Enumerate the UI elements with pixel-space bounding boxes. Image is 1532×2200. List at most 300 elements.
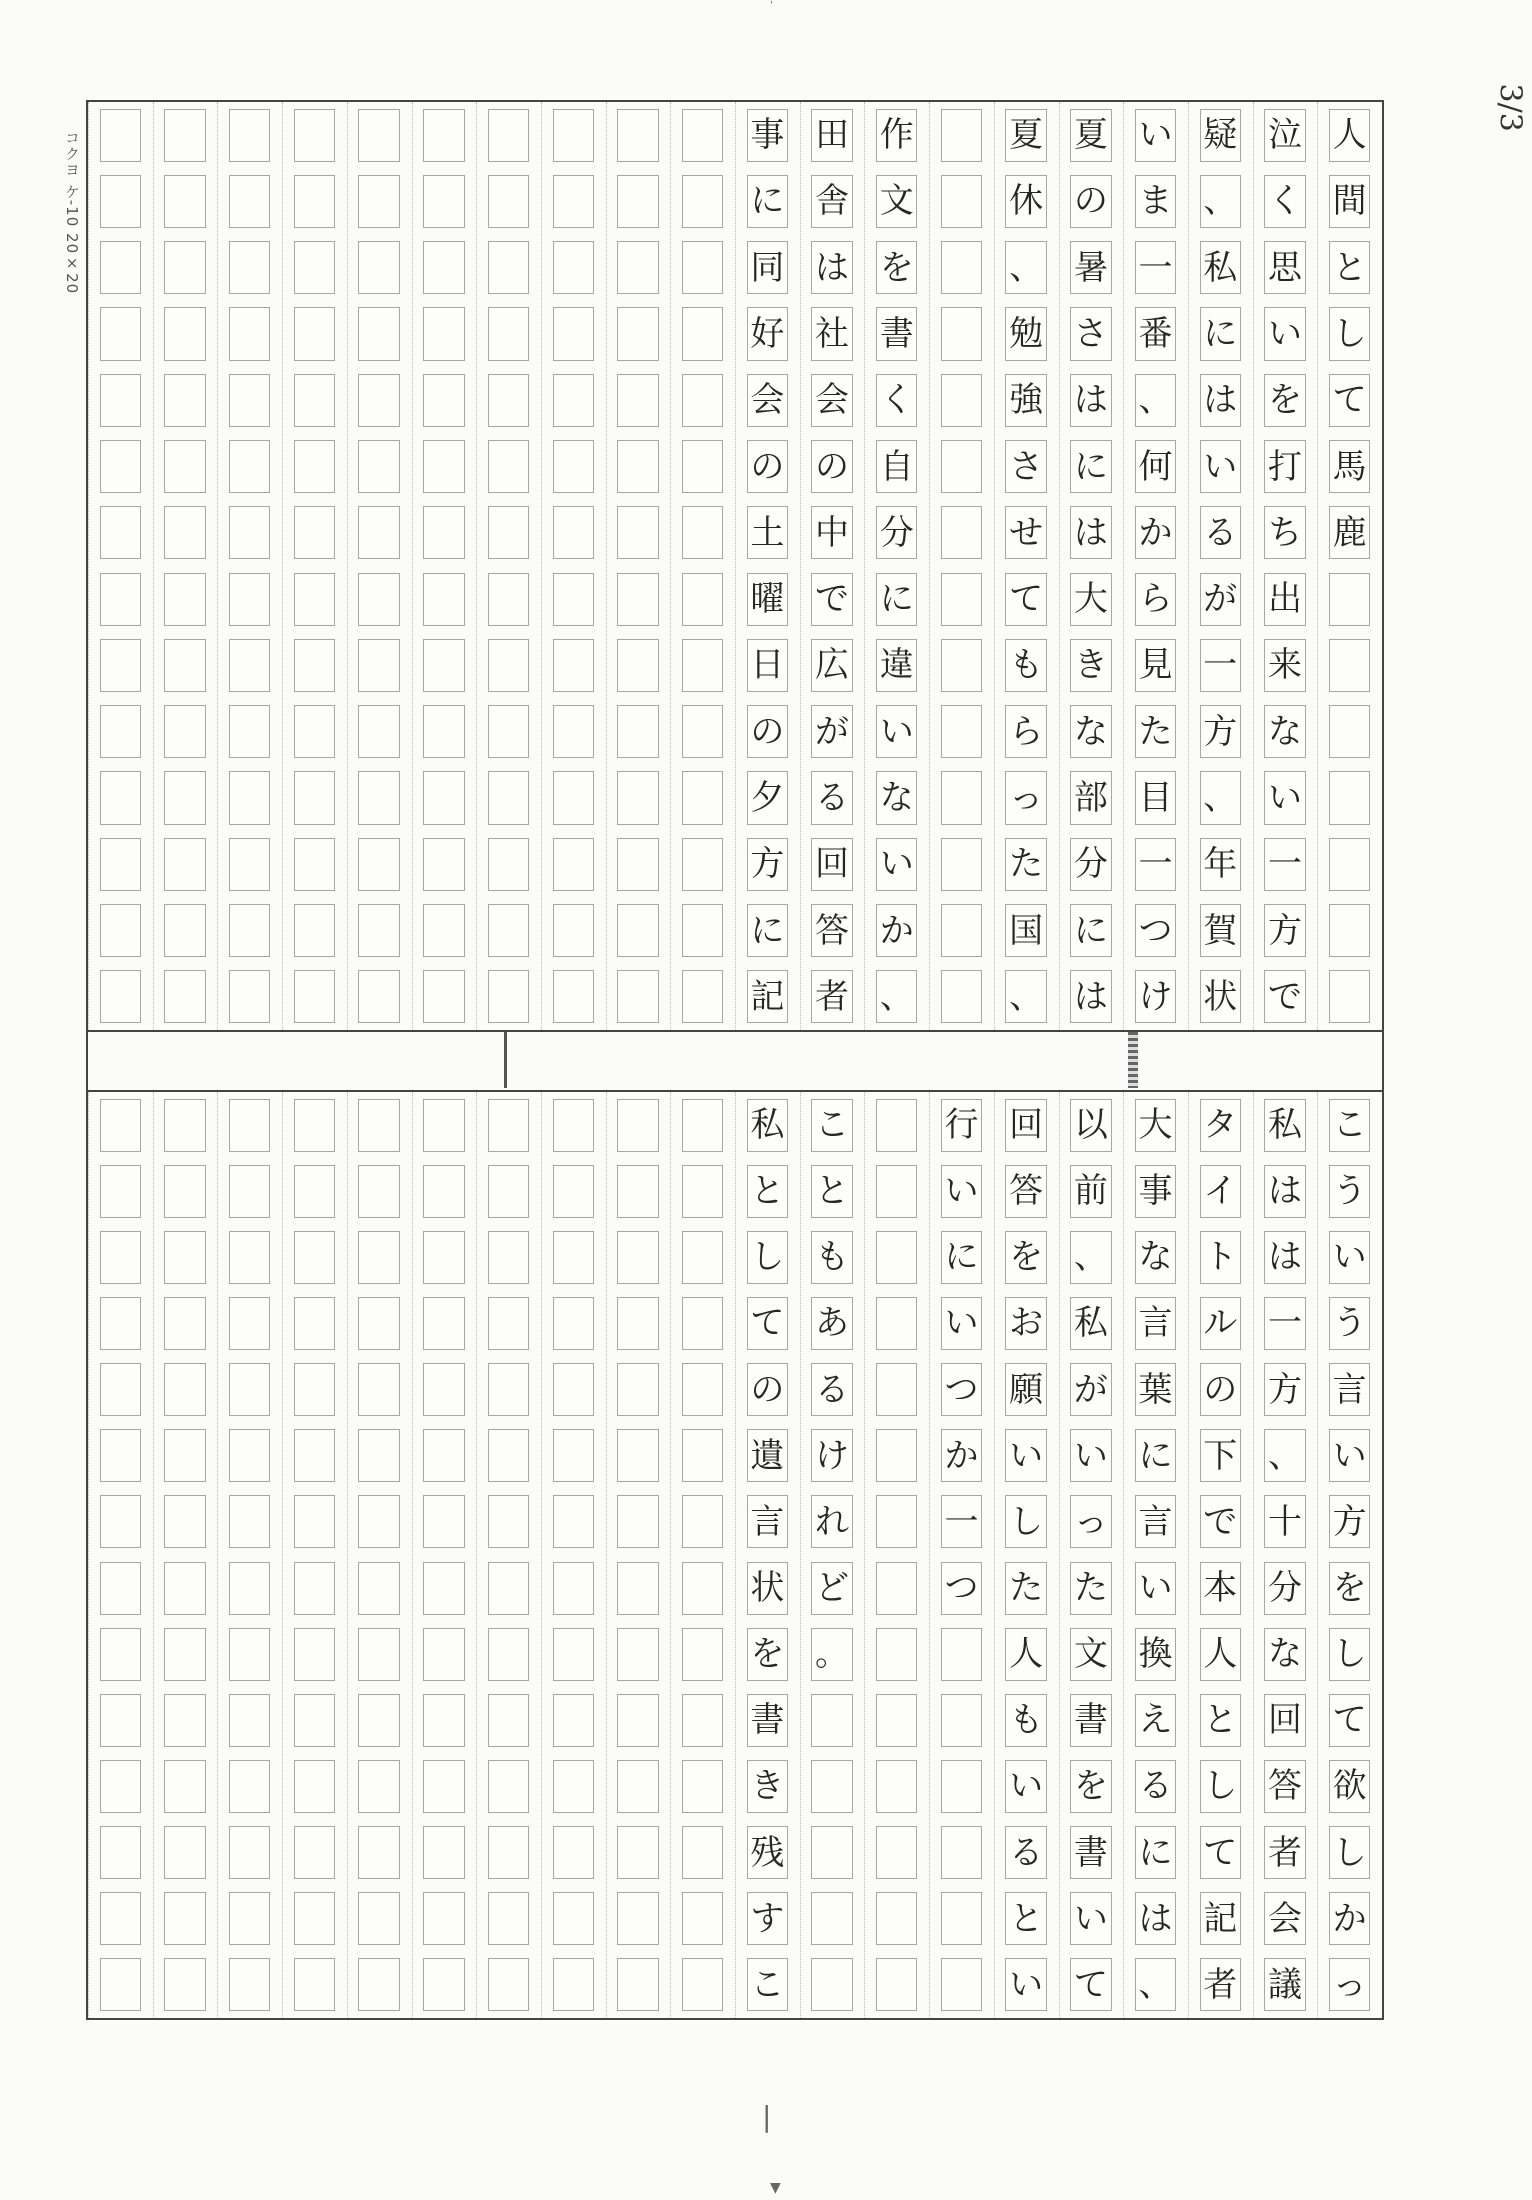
- grid-cell: [811, 1429, 852, 1482]
- handwritten-character: た: [1073, 1568, 1108, 1609]
- handwritten-character: 作: [879, 115, 914, 156]
- grid-cell: [1005, 1297, 1046, 1350]
- grid-cell: [358, 1628, 399, 1681]
- handwritten-character: と: [1332, 247, 1367, 288]
- handwritten-character: 葉: [1138, 1369, 1173, 1410]
- grid-cell: [1135, 1165, 1176, 1218]
- grid-cell: [294, 705, 335, 758]
- grid-cell: [358, 1429, 399, 1482]
- handwritten-character: な: [1073, 711, 1108, 752]
- grid-cell: [488, 506, 529, 559]
- grid-cell: [1264, 1495, 1305, 1548]
- handwritten-character: 目: [1138, 777, 1173, 818]
- grid-cell: [229, 1429, 270, 1482]
- grid-cell: [1005, 1760, 1046, 1813]
- handwritten-character: き: [750, 1766, 785, 1807]
- grid-cell: [229, 1694, 270, 1747]
- grid-cell: [1264, 1231, 1305, 1284]
- grid-cell: [1264, 1760, 1305, 1813]
- grid-cell: [1070, 1628, 1111, 1681]
- handwritten-character: 強: [1009, 380, 1044, 421]
- handwritten-character: 一: [1267, 844, 1302, 885]
- grid-cell: [1264, 705, 1305, 758]
- grid-cell: [811, 1495, 852, 1548]
- grid-cell: [682, 1495, 723, 1548]
- grid-cell: [747, 440, 788, 493]
- grid-cell: [1200, 1429, 1241, 1482]
- lower-column-3: [1200, 1092, 1241, 2018]
- handwritten-character: 思: [1267, 247, 1302, 288]
- handwritten-character: な: [1138, 1237, 1173, 1278]
- grid-cell: [164, 1694, 205, 1747]
- handwritten-character: 番: [1138, 313, 1173, 354]
- grid-cell: [294, 573, 335, 626]
- grid-cell: [164, 307, 205, 360]
- grid-cell: [1135, 374, 1176, 427]
- grid-cell: [488, 1562, 529, 1615]
- grid-cell: [1005, 1958, 1046, 2011]
- grid-cell: [1264, 970, 1305, 1023]
- grid-cell: [100, 1429, 141, 1482]
- grid-cell: [1135, 705, 1176, 758]
- grid-cell: [747, 1694, 788, 1747]
- grid-cell: [423, 904, 464, 957]
- grid-cell: [941, 1562, 982, 1615]
- handwritten-character: は: [1073, 512, 1108, 553]
- grid-cell: [164, 1165, 205, 1218]
- column-gutter: [88, 1092, 89, 2018]
- handwritten-character: れ: [815, 1501, 850, 1542]
- grid-cell: [617, 1892, 658, 1945]
- handwritten-character: に: [1138, 1832, 1173, 1873]
- grid-cell: [100, 374, 141, 427]
- grid-cell: [1329, 1495, 1370, 1548]
- grid-cell: [488, 970, 529, 1023]
- handwritten-character: て: [1009, 579, 1044, 620]
- grid-cell: [876, 1099, 917, 1152]
- grid-cell: [1005, 506, 1046, 559]
- grid-cell: [1005, 307, 1046, 360]
- handwritten-character: 、: [1138, 1964, 1173, 2005]
- grid-cell: [164, 1826, 205, 1879]
- handwritten-character: る: [815, 1369, 850, 1410]
- grid-cell: [617, 1429, 658, 1482]
- handwritten-character: 言: [1138, 1501, 1173, 1542]
- grid-cell: [1329, 771, 1370, 824]
- handwritten-character: き: [1073, 645, 1108, 686]
- handwritten-character: い: [879, 711, 914, 752]
- handwritten-character: 分: [1073, 844, 1108, 885]
- grid-cell: [358, 838, 399, 891]
- handwritten-character: 言: [1332, 1369, 1367, 1410]
- handwritten-character: か: [879, 910, 914, 951]
- grid-cell: [488, 109, 529, 162]
- column-gutter: [282, 1092, 283, 2018]
- grid-cell: [1135, 1297, 1176, 1350]
- column-gutter: [476, 1092, 477, 2018]
- grid-cell: [747, 838, 788, 891]
- handwritten-character: 十: [1267, 1501, 1302, 1542]
- handwritten-character: の: [750, 711, 785, 752]
- handwritten-character: 者: [815, 976, 850, 1017]
- handwritten-character: を: [1267, 380, 1302, 421]
- grid-cell: [747, 1958, 788, 2011]
- grid-cell: [941, 1760, 982, 1813]
- handwritten-character: で: [815, 579, 850, 620]
- grid-cell: [617, 506, 658, 559]
- lower-column-7: [941, 1092, 982, 2018]
- grid-cell: [617, 1826, 658, 1879]
- handwritten-character: す: [750, 1898, 785, 1939]
- handwritten-character: は: [1203, 380, 1238, 421]
- handwritten-character: に: [944, 1237, 979, 1278]
- grid-cell: [488, 639, 529, 692]
- column-gutter: [1188, 102, 1189, 1030]
- handwritten-character: い: [1138, 1568, 1173, 1609]
- grid-cell: [100, 573, 141, 626]
- grid-cell: [358, 307, 399, 360]
- handwritten-character: 同: [750, 247, 785, 288]
- column-gutter: [217, 102, 218, 1030]
- grid-cell: [423, 1231, 464, 1284]
- grid-cell: [682, 1826, 723, 1879]
- grid-cell: [488, 440, 529, 493]
- grid-cell: [294, 374, 335, 427]
- grid-cell: [294, 1892, 335, 1945]
- grid-cell: [811, 1694, 852, 1747]
- grid-cell: [1329, 1165, 1370, 1218]
- handwritten-character: は: [1267, 1237, 1302, 1278]
- grid-cell: [1264, 440, 1305, 493]
- grid-cell: [876, 1892, 917, 1945]
- handwritten-character: 舎: [815, 181, 850, 222]
- upper-column-7: [941, 102, 982, 1030]
- handwritten-character: が: [1203, 579, 1238, 620]
- grid-cell: [100, 506, 141, 559]
- grid-cell: [1329, 109, 1370, 162]
- grid-cell: [1264, 1165, 1305, 1218]
- grid-cell: [876, 639, 917, 692]
- handwritten-character: 欲: [1332, 1766, 1367, 1807]
- grid-cell: [1135, 1892, 1176, 1945]
- grid-cell: [1264, 1297, 1305, 1350]
- grid-cell: [100, 1826, 141, 1879]
- lower-column-2: [1264, 1092, 1305, 2018]
- grid-cell: [1005, 1628, 1046, 1681]
- grid-cell: [229, 1165, 270, 1218]
- handwritten-character: 事: [750, 115, 785, 156]
- grid-cell: [876, 109, 917, 162]
- grid-cell: [682, 838, 723, 891]
- handwritten-character: 暑: [1073, 247, 1108, 288]
- column-gutter: [1123, 102, 1124, 1030]
- column-gutter: [994, 102, 995, 1030]
- grid-cell: [294, 1826, 335, 1879]
- handwritten-character: 大: [1073, 579, 1108, 620]
- handwritten-character: 会: [1267, 1898, 1302, 1939]
- grid-cell: [100, 1760, 141, 1813]
- grid-cell: [294, 241, 335, 294]
- grid-cell: [682, 1429, 723, 1482]
- grid-cell: [811, 838, 852, 891]
- grid-cell: [294, 175, 335, 228]
- grid-cell: [100, 241, 141, 294]
- handwritten-character: し: [1332, 1634, 1367, 1675]
- upper-column-10: [747, 102, 788, 1030]
- grid-cell: [423, 1958, 464, 2011]
- grid-cell: [1329, 1363, 1370, 1416]
- grid-cell: [682, 109, 723, 162]
- grid-cell: [100, 1892, 141, 1945]
- handwritten-character: し: [1203, 1766, 1238, 1807]
- upper-column-1: [1329, 102, 1370, 1030]
- grid-cell: [488, 241, 529, 294]
- lower-column-19: [164, 1092, 205, 2018]
- grid-cell: [1070, 1826, 1111, 1879]
- grid-cell: [358, 1760, 399, 1813]
- grid-cell: [358, 440, 399, 493]
- grid-cell: [488, 1760, 529, 1813]
- handwritten-character: 、: [879, 976, 914, 1017]
- column-gutter: [1188, 1092, 1189, 2018]
- grid-cell: [100, 1099, 141, 1152]
- handwritten-character: え: [1138, 1700, 1173, 1741]
- grid-cell: [229, 1363, 270, 1416]
- grid-cell: [1200, 838, 1241, 891]
- grid-cell: [294, 109, 335, 162]
- handwritten-character: 泣: [1267, 115, 1302, 156]
- grid-cell: [423, 573, 464, 626]
- handwritten-character: は: [1267, 1171, 1302, 1212]
- grid-cell: [1200, 1628, 1241, 1681]
- grid-cell: [488, 374, 529, 427]
- grid-cell: [100, 440, 141, 493]
- handwritten-character: 間: [1332, 181, 1367, 222]
- handwritten-character: 書: [1073, 1832, 1108, 1873]
- column-gutter: [347, 1092, 348, 2018]
- grid-cell: [1329, 573, 1370, 626]
- grid-cell: [553, 1297, 594, 1350]
- grid-cell: [100, 1958, 141, 2011]
- grid-cell: [1135, 1231, 1176, 1284]
- grid-cell: [876, 1363, 917, 1416]
- handwritten-character: る: [1009, 1832, 1044, 1873]
- grid-cell: [1329, 374, 1370, 427]
- handwritten-character: か: [944, 1435, 979, 1476]
- grid-cell: [1264, 904, 1305, 957]
- grid-cell: [423, 1429, 464, 1482]
- grid-cell: [1005, 904, 1046, 957]
- grid-cell: [1135, 1562, 1176, 1615]
- handwritten-character: 来: [1267, 645, 1302, 686]
- upper-column-9: [811, 102, 852, 1030]
- grid-cell: [1200, 1165, 1241, 1218]
- handwritten-character: 願: [1009, 1369, 1044, 1410]
- grid-cell: [1135, 109, 1176, 162]
- handwritten-character: ま: [1138, 181, 1173, 222]
- grid-cell: [941, 374, 982, 427]
- grid-cell: [358, 705, 399, 758]
- handwritten-character: 夏: [1009, 115, 1044, 156]
- grid-cell: [358, 1297, 399, 1350]
- grid-cell: [941, 1231, 982, 1284]
- grid-cell: [423, 639, 464, 692]
- grid-cell: [553, 307, 594, 360]
- grid-cell: [1135, 1958, 1176, 2011]
- handwritten-character: 状: [750, 1568, 785, 1609]
- handwritten-character: い: [1073, 1435, 1108, 1476]
- grid-cell: [747, 1297, 788, 1350]
- grid-cell: [1264, 109, 1305, 162]
- grid-cell: [1329, 1892, 1370, 1945]
- grid-cell: [747, 904, 788, 957]
- column-gutter: [929, 1092, 930, 2018]
- handwritten-character: こ: [815, 1105, 850, 1146]
- handwritten-character: で: [1203, 1501, 1238, 1542]
- grid-cell: [747, 1892, 788, 1945]
- handwritten-character: 回: [1009, 1105, 1044, 1146]
- handwritten-character: 馬: [1332, 446, 1367, 487]
- grid-cell: [617, 307, 658, 360]
- column-gutter: [735, 1092, 736, 2018]
- grid-cell: [941, 1694, 982, 1747]
- grid-cell: [1200, 771, 1241, 824]
- handwritten-character: 勉: [1009, 313, 1044, 354]
- grid-cell: [358, 1958, 399, 2011]
- grid-cell: [488, 1165, 529, 1218]
- grid-cell: [294, 838, 335, 891]
- handwritten-character: と: [815, 1171, 850, 1212]
- handwritten-character: 土: [750, 512, 785, 553]
- grid-cell: [294, 1429, 335, 1482]
- handwritten-character: つ: [944, 1568, 979, 1609]
- handwritten-character: は: [815, 247, 850, 288]
- handwritten-character: て: [750, 1303, 785, 1344]
- grid-cell: [1135, 307, 1176, 360]
- grid-cell: [358, 904, 399, 957]
- handwritten-character: に: [1073, 910, 1108, 951]
- grid-cell: [617, 440, 658, 493]
- handwritten-character: 分: [1267, 1568, 1302, 1609]
- grid-cell: [1070, 1231, 1111, 1284]
- fold-bar-right: [1128, 1032, 1138, 1088]
- grid-cell: [682, 440, 723, 493]
- grid-cell: [229, 838, 270, 891]
- handwritten-character: に: [1138, 1435, 1173, 1476]
- grid-cell: [811, 506, 852, 559]
- handwritten-character: に: [1073, 446, 1108, 487]
- upper-column-12: [617, 102, 658, 1030]
- grid-cell: [1135, 1628, 1176, 1681]
- handwritten-character: い: [1267, 777, 1302, 818]
- column-gutter: [994, 1092, 995, 2018]
- grid-cell: [1070, 1363, 1111, 1416]
- grid-cell: [1070, 307, 1111, 360]
- grid-cell: [553, 241, 594, 294]
- handwritten-character: 方: [1267, 910, 1302, 951]
- handwritten-character: 言: [1138, 1303, 1173, 1344]
- grid-cell: [164, 1495, 205, 1548]
- grid-cell: [294, 506, 335, 559]
- column-gutter: [606, 1092, 607, 2018]
- grid-cell: [229, 1958, 270, 2011]
- grid-cell: [617, 1099, 658, 1152]
- grid-cell: [100, 1363, 141, 1416]
- grid-cell: [294, 307, 335, 360]
- handwritten-character: し: [1332, 1832, 1367, 1873]
- handwritten-character: う: [1332, 1171, 1367, 1212]
- handwritten-character: 書: [879, 313, 914, 354]
- grid-cell: [553, 1826, 594, 1879]
- handwritten-character: ど: [815, 1568, 850, 1609]
- grid-cell: [1264, 1429, 1305, 1482]
- grid-cell: [1070, 705, 1111, 758]
- handwritten-character: い: [1332, 1435, 1367, 1476]
- grid-cell: [1200, 1760, 1241, 1813]
- handwritten-character: っ: [1009, 777, 1044, 818]
- handwritten-character: 方: [750, 844, 785, 885]
- grid-cell: [617, 970, 658, 1023]
- column-gutter: [735, 102, 736, 1030]
- grid-cell: [1070, 241, 1111, 294]
- handwritten-character: け: [815, 1435, 850, 1476]
- grid-cell: [811, 1628, 852, 1681]
- lower-column-6: [1005, 1092, 1046, 2018]
- grid-cell: [423, 506, 464, 559]
- grid-cell: [1135, 771, 1176, 824]
- handwritten-character: イ: [1203, 1171, 1238, 1212]
- handwritten-character: 国: [1009, 910, 1044, 951]
- grid-cell: [229, 771, 270, 824]
- grid-cell: [1070, 1495, 1111, 1548]
- lower-column-14: [488, 1092, 529, 2018]
- handwritten-character: 大: [1138, 1105, 1173, 1146]
- column-gutter: [541, 102, 542, 1030]
- handwritten-character: 回: [1267, 1700, 1302, 1741]
- grid-cell: [294, 1495, 335, 1548]
- handwritten-character: け: [1138, 976, 1173, 1017]
- grid-cell: [876, 705, 917, 758]
- handwritten-character: 、: [1267, 1435, 1302, 1476]
- column-gutter: [606, 102, 607, 1030]
- handwritten-character: ち: [1267, 512, 1302, 553]
- grid-cell: [876, 440, 917, 493]
- grid-cell: [1329, 838, 1370, 891]
- grid-cell: [1200, 1099, 1241, 1152]
- grid-cell: [553, 904, 594, 957]
- handwritten-character: 部: [1073, 777, 1108, 818]
- handwritten-character: っ: [1332, 1964, 1367, 2005]
- grid-cell: [747, 1363, 788, 1416]
- grid-cell: [1135, 241, 1176, 294]
- handwritten-character: 、: [1138, 380, 1173, 421]
- handwritten-character: 好: [750, 313, 785, 354]
- grid-cell: [876, 307, 917, 360]
- grid-cell: [100, 904, 141, 957]
- grid-cell: [747, 1231, 788, 1284]
- grid-cell: [164, 374, 205, 427]
- upper-column-8: [876, 102, 917, 1030]
- grid-cell: [1329, 175, 1370, 228]
- grid-cell: [1135, 440, 1176, 493]
- grid-cell: [941, 1958, 982, 2011]
- grid-cell: [488, 1297, 529, 1350]
- lower-column-10: [747, 1092, 788, 2018]
- grid-cell: [229, 1099, 270, 1152]
- handwritten-character: 人: [1203, 1634, 1238, 1675]
- grid-cell: [358, 1363, 399, 1416]
- grid-cell: [1005, 771, 1046, 824]
